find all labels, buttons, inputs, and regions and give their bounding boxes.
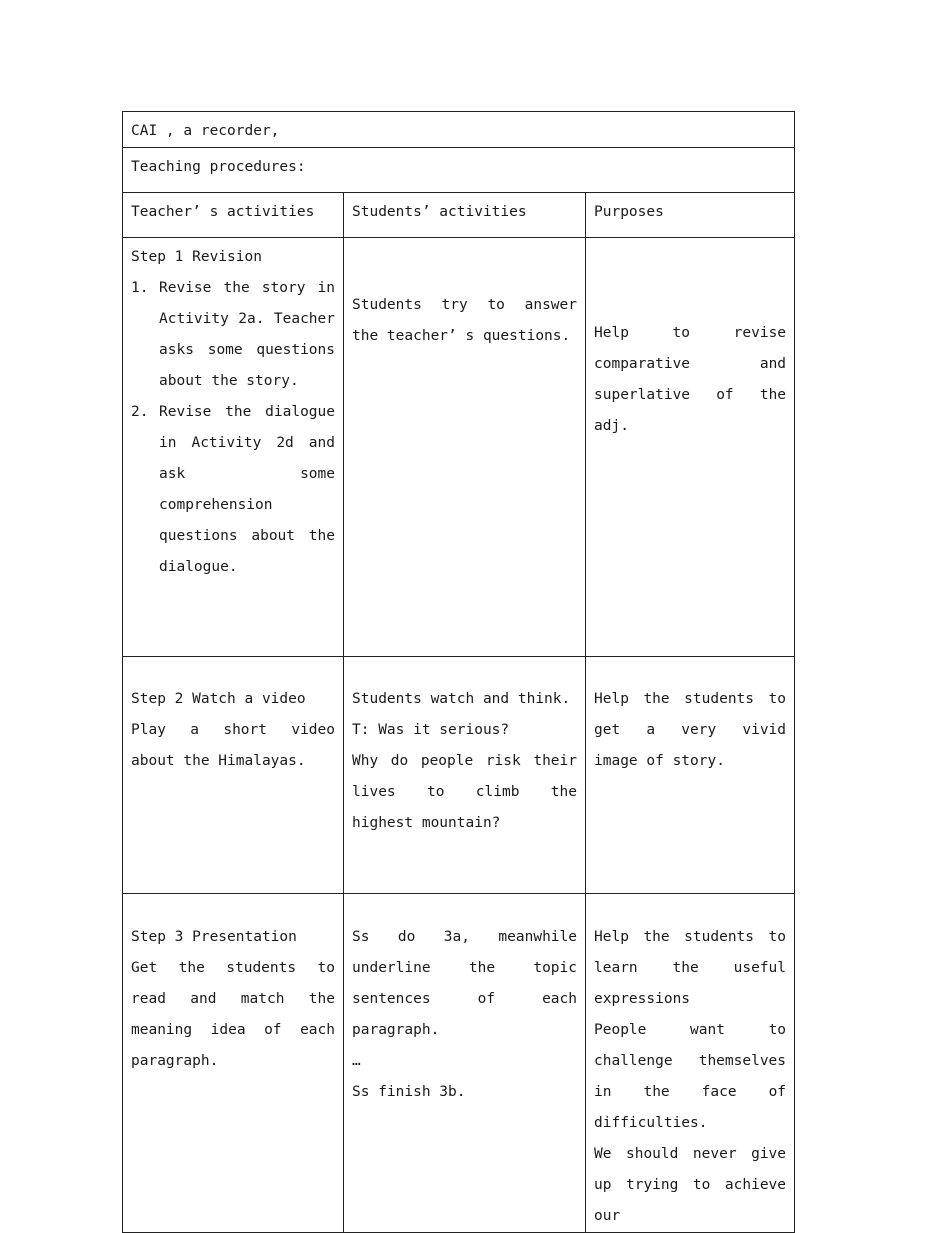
step2-students-line-1: Students watch and think. [352, 691, 571, 707]
header-row [123, 193, 795, 238]
step3-students-line-3: Ss finish 3b. [352, 1084, 466, 1100]
step1-list [131, 273, 335, 583]
step3-students-line-1: Ss do 3a, meanwhile underline the topic sentences of each paragraph. [352, 929, 577, 1038]
step1-teacher-cell [123, 238, 344, 657]
step2-students-line-3: Why do people risk their lives to climb the highest mountain? [352, 753, 577, 831]
step2-purpose-cell: Help the students to get a very vivid image of story. [586, 657, 795, 894]
step1-item-1-number: 1. [131, 280, 149, 296]
step3-teacher-text: Get the students to read and match the meaning idea of each paragraph. [131, 960, 335, 1069]
step3-row [123, 894, 795, 1233]
step2-row [123, 657, 795, 894]
step3-teacher-cell [123, 894, 344, 1233]
step3-students-line-2: … [352, 1053, 361, 1069]
step1-item-2 [131, 397, 335, 583]
step3-students-cell [344, 894, 586, 1233]
step2-students-cell [344, 657, 586, 894]
step2-teacher-cell [123, 657, 344, 894]
step2-teacher-text: Play a short video about the Himalayas. [131, 722, 335, 769]
step1-row [123, 238, 795, 657]
header-students-activities: Students’ activities [344, 193, 586, 238]
procedures-row [123, 148, 795, 193]
step1-item-1 [131, 273, 335, 397]
step1-item-2-number: 2. [131, 404, 149, 420]
step2-students-line-2: T: Was it serious? [352, 722, 510, 738]
step1-item-2-text: Revise the dialogue in Activity 2d and ask some comprehension questions about the dialogue. [159, 404, 335, 575]
step3-title: Step 3 Presentation [131, 929, 297, 945]
materials-row [123, 112, 795, 148]
lesson-plan-table [122, 111, 795, 1233]
step2-title: Step 2 Watch a video [131, 691, 306, 707]
header-teacher-activities: Teacher’ s activities [123, 193, 344, 238]
procedures-label: Teaching procedures: [123, 148, 795, 193]
step3-purpose-line-1: Help the students to learn the useful expressions [594, 929, 787, 1007]
step1-students-cell: Students try to answer the teacher’ s questions. [344, 238, 586, 657]
step3-purpose-line-2: People want to challenge themselves in the face of difficulties. [594, 1022, 787, 1131]
step1-item-1-text: Revise the story in Activity 2a. Teacher asks some questions about the story. [159, 280, 335, 389]
step1-title: Step 1 Revision [131, 249, 262, 265]
step1-purpose-cell: Help to revise comparative and superlative of the adj. [586, 238, 795, 657]
step3-purpose-line-3: We should never give up trying to achieve our [594, 1146, 787, 1224]
step3-purpose-cell [586, 894, 795, 1233]
header-purposes: Purposes [586, 193, 795, 238]
materials-cell: CAI , a recorder, [123, 112, 795, 148]
